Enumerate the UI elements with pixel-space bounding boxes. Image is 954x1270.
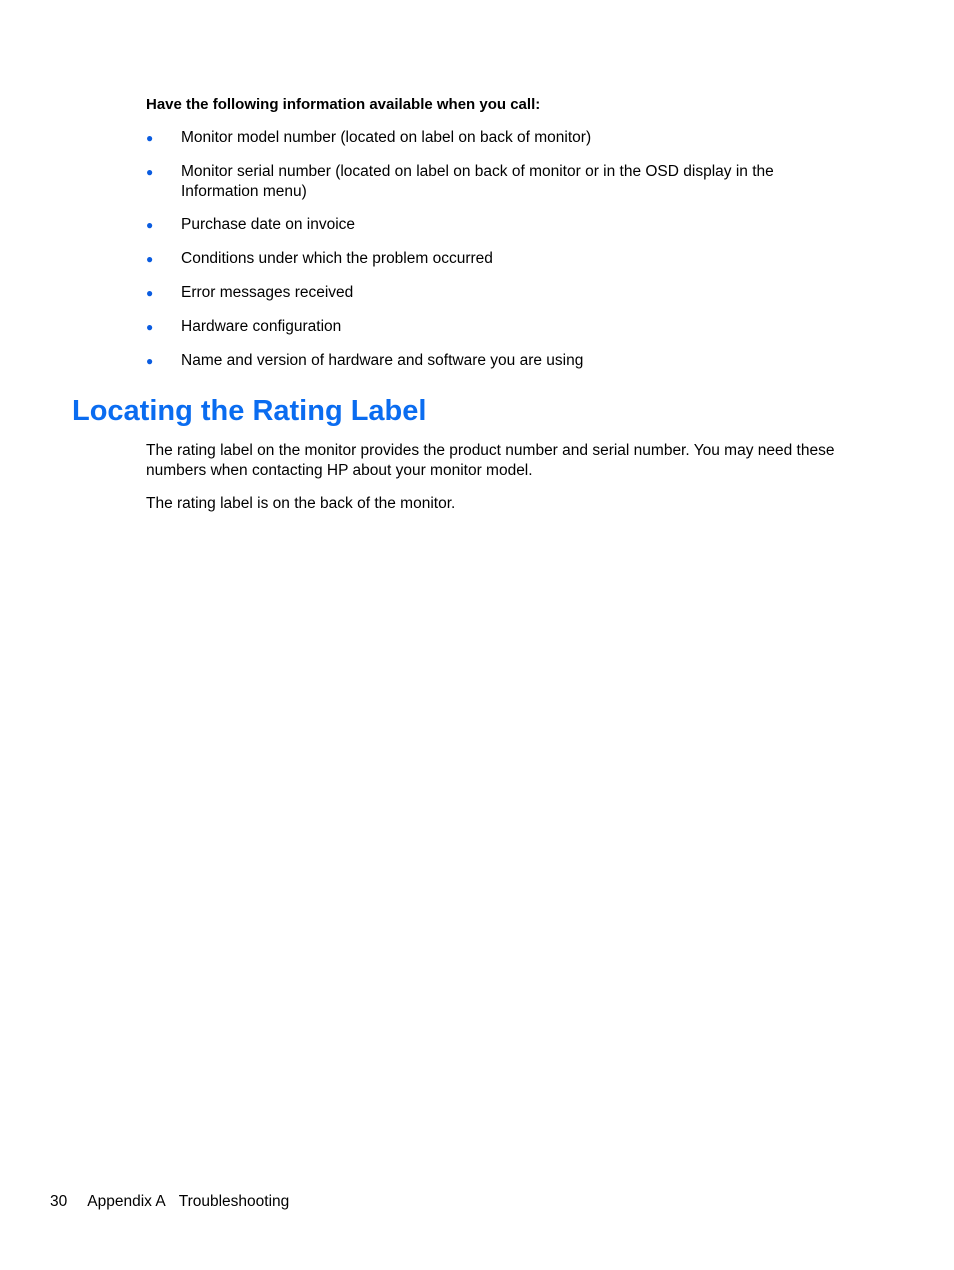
list-item-text: Name and version of hardware and software you are using [181, 352, 584, 369]
list-item-text: Monitor model number (located on label on back of monitor) [181, 129, 592, 146]
list-item-text: Monitor serial number (located on label on back of monitor or in the OSD display in the Information menu) [181, 163, 774, 200]
bullet-icon: ● [146, 131, 154, 145]
footer-chapter: Troubleshooting [178, 1193, 290, 1210]
intro-text: Have the following information available when you call: [146, 96, 541, 113]
list-item [146, 317, 836, 337]
page-footer [50, 1192, 289, 1212]
bullet-icon: ● [146, 320, 154, 334]
list-item [146, 249, 836, 269]
list-item-text: Conditions under which the problem occurred [181, 250, 493, 267]
list-item-text: Hardware configuration [181, 318, 342, 335]
footer-appendix: Appendix A [87, 1193, 166, 1210]
list-item [146, 351, 836, 371]
list-item [146, 215, 836, 235]
info-bullet-list [146, 128, 836, 385]
body-paragraph: The rating label on the monitor provides the product number and serial number. You may need these numbers when contacting HP about your monitor model. [146, 442, 835, 479]
bullet-icon: ● [146, 218, 154, 232]
bullet-icon: ● [146, 165, 154, 179]
page-number: 30 [50, 1193, 68, 1210]
list-item-text: Error messages received [181, 284, 354, 301]
bullet-icon: ● [146, 354, 154, 368]
section-heading: Locating the Rating Label [72, 395, 427, 427]
list-item [146, 162, 836, 202]
bullet-icon: ● [146, 252, 154, 266]
body-paragraph: The rating label is on the back of the monitor. [146, 495, 456, 512]
bullet-icon: ● [146, 286, 154, 300]
list-item-text: Purchase date on invoice [181, 216, 356, 233]
list-item [146, 128, 836, 148]
list-item [146, 283, 836, 303]
